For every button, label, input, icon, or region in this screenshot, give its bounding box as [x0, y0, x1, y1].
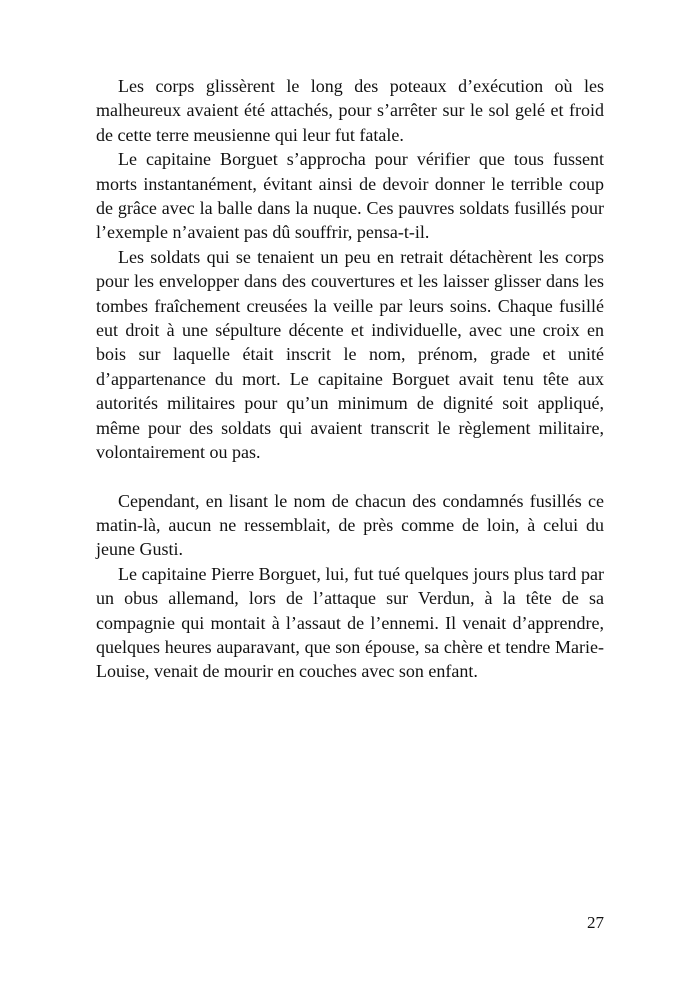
- page-body: [96, 74, 604, 684]
- paragraph-4: Cependant, en lisant le nom de chacun des condamnés fusillés ce matin-là, aucun ne ressemblait, de près comme de loin, à celui du jeune Gusti.: [96, 490, 604, 560]
- paragraph-3: Les soldats qui se tenaient un peu en retrait détachèrent les corps pour les envelopper dans des couvertures et les laisser glisser dans les tombes fraîchement creusées la veille par leurs soins. Chaque fusillé eut droit à une sépulture décente et individuelle, avec une croix en bois sur laquelle était inscrit le nom, prénom, grade et unité d’appartenance du mort. Le capitaine Borguet avait tenu tête aux autorités militaires pour qu’un minimum de dignité soit appliqué, même pour des soldats qui avaient transcrit le règlement militaire, volontairement ou pas.: [96, 246, 604, 463]
- paragraph-5: Le capitaine Pierre Borguet, lui, fut tué quelques jours plus tard par un obus allemand, lors de l’attaque sur Verdun, à la tête de sa compagnie qui montait à l’assaut de l’ennemi. Il venait d’apprendre, quelques heures auparavant, que son épouse, sa chère et tendre Marie-Louise, venait de mourir en couches avec son enfant.: [96, 563, 604, 682]
- page-number: 27: [587, 913, 604, 932]
- paragraph-1: Les corps glissèrent le long des poteaux d’exécution où les malheureux avaient été attachés, pour s’arrêter sur le sol gelé et froid de cette terre meusienne qui leur fut fatale.: [96, 76, 604, 145]
- section-gap: [96, 465, 604, 489]
- paragraph-2: Le capitaine Borguet s’approcha pour vérifier que tous fussent morts instantanément, évitant ainsi de devoir donner le terrible coup de grâce avec la balle dans la nuque. Ces pauvres soldats fusillés pour l’exemple n’avaient pas dû souffrir, pensa-t-il.: [96, 149, 604, 243]
